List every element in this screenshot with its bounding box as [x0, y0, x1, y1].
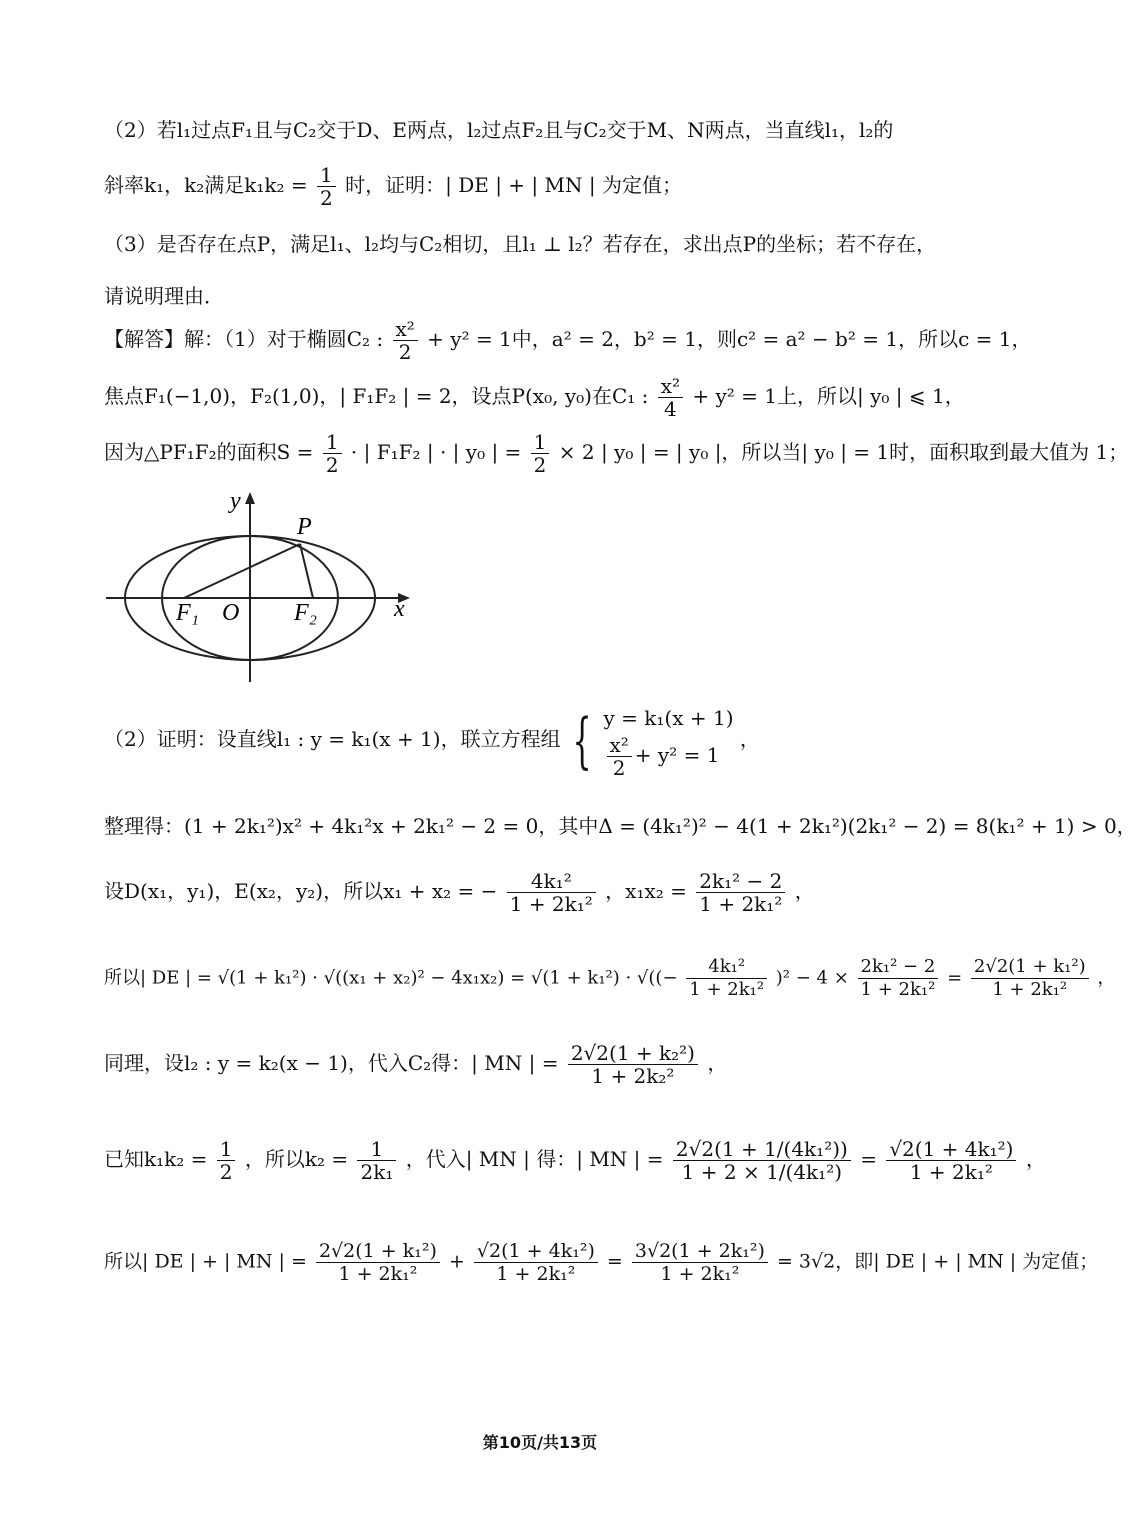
page-footer: 第10页/共13页: [482, 1433, 598, 1452]
fraction: [886, 1138, 1016, 1183]
denominator: 1 + 2k₁²: [699, 892, 783, 916]
denominator: 4: [664, 397, 677, 421]
text: （2）证明：设直线l₁ : y = k₁(x + 1)，联立方程组: [104, 727, 561, 751]
answer-line-1: [104, 318, 1031, 363]
fraction: [357, 1138, 396, 1183]
numerator: 1: [357, 1138, 396, 1161]
fraction: [686, 956, 767, 1001]
fraction: [658, 375, 683, 420]
denominator: 2: [533, 453, 547, 477]
equation-system: [604, 702, 734, 779]
fraction: [217, 1138, 236, 1183]
text: = 3√2，即| DE | + | MN | 为定值；: [776, 1250, 1099, 1273]
answer-line-2: [104, 375, 965, 420]
comma: ，: [739, 727, 760, 751]
plus: +: [448, 1250, 465, 1273]
fraction: [971, 956, 1089, 1001]
denominator: 1 + 2 × 1/(4k₁²): [681, 1160, 843, 1184]
question-3-line-1: （3）是否存在点P，满足l₁、l₂均与C₂相切，且l₁ ⊥ l₂？若存在，求出点P的坐标；若不存在，: [104, 232, 937, 256]
proof-line-7: [104, 1240, 1098, 1285]
denominator: 2: [320, 186, 333, 210]
numerator: x²: [658, 375, 683, 398]
fraction: [632, 1240, 768, 1285]
numerator: 2k₁² − 2: [696, 870, 785, 893]
fraction-half: [317, 164, 336, 209]
comma: ，: [794, 879, 815, 903]
denominator: 2: [219, 1160, 233, 1184]
brace: {: [572, 705, 592, 776]
text: ，所以k₂ =: [244, 1147, 349, 1171]
label-f1: F₁: [176, 600, 200, 626]
denominator: 2: [325, 453, 339, 477]
fraction: [858, 956, 939, 1001]
numerator: 2√2(1 + k₁²): [971, 956, 1089, 979]
text: ，代入| MN | 得：| MN | =: [405, 1147, 664, 1171]
answer-line-3: [104, 431, 1128, 476]
denominator: 1 + 2k₁²: [496, 1263, 576, 1285]
proof-line-6: [104, 1138, 1046, 1183]
equation-2: [604, 734, 734, 779]
text: 设D(x₁，y₁)，E(x₂，y₂)，所以x₁ + x₂ = −: [104, 879, 498, 903]
denominator: 1 + 2k₁²: [689, 979, 765, 1000]
denominator: 1 + 2k₂²: [591, 1064, 675, 1088]
fraction: [316, 1240, 440, 1285]
fraction: [673, 1138, 851, 1183]
segment-pf1: [184, 544, 300, 598]
text: 所以| DE | + | MN | =: [104, 1250, 307, 1273]
numerator: 1: [531, 431, 550, 454]
question-2-line-2: [104, 164, 682, 209]
denominator: 1 + 2k₁²: [509, 892, 593, 916]
text: · | F₁F₂ | · | y₀ | =: [350, 440, 522, 464]
ellipse-figure: [104, 488, 414, 684]
numerator: 1: [317, 164, 336, 187]
proof-line-1: [104, 702, 760, 779]
proof-line-2: 整理得：(1 + 2k₁²)x² + 4k₁²x + 2k₁² − 2 = 0，其中Δ = (4k₁²)² − 4(1 + 2k₁²)(2k₁² − 2) = 8(k₁² + 1) > 0，: [104, 814, 1137, 838]
fraction: [507, 870, 596, 915]
fraction: [696, 870, 785, 915]
text: ，x₁x₂ =: [605, 879, 687, 903]
text: 所以| DE | = √(1 + k₁²) · √((x₁ + x₂)² − 4x₁x₂) = √(1 + k₁²) · √((−: [104, 967, 678, 989]
fraction: [607, 734, 632, 779]
denominator: 1 + 2k₁²: [992, 979, 1068, 1000]
numerator: √2(1 + 4k₁²): [886, 1138, 1016, 1161]
label-y: y: [230, 488, 241, 514]
fraction: [323, 431, 342, 476]
y-axis-arrow: [245, 492, 255, 504]
proof-line-4: [104, 956, 1115, 1001]
fraction: [393, 318, 418, 363]
denominator: 2k₁: [360, 1160, 394, 1184]
denominator: 1 + 2k₁²: [909, 1160, 993, 1184]
text: 斜率k₁，k₂满足k₁k₂ =: [104, 173, 308, 197]
numerator: 2√2(1 + k₂²): [568, 1042, 698, 1065]
text: + y² = 1上，所以| y₀ | ⩽ 1，: [692, 384, 965, 408]
denominator: 1 + 2k₁²: [338, 1263, 418, 1285]
question-2-line-1: （2）若l₁过点F₁且与C₂交于D、E两点，l₂过点F₂且与C₂交于M、N两点，当直线l₁，l₂的: [104, 118, 894, 142]
denominator: 1 + 2k₁²: [860, 979, 936, 1000]
text: + y² = 1: [634, 743, 720, 767]
numerator: 2√2(1 + k₁²): [316, 1240, 440, 1263]
label-x: x: [394, 596, 405, 622]
numerator: 4k₁²: [686, 956, 767, 979]
comma: ，: [1097, 967, 1116, 989]
text: 时，证明：| DE | + | MN | 为定值；: [345, 173, 682, 197]
numerator: x²: [393, 318, 418, 341]
text: 焦点F₁(−1,0)，F₂(1,0)，| F₁F₂ | = 2，设点P(x₀, y₀)在C₁ :: [104, 384, 649, 408]
fraction: [531, 431, 550, 476]
equation-1: y = k₁(x + 1): [603, 706, 734, 730]
text: =: [947, 967, 963, 989]
comma: ，: [707, 1051, 728, 1075]
denominator: 2: [398, 340, 412, 364]
proof-line-5: [104, 1042, 727, 1087]
text: )² − 4 ×: [775, 967, 849, 989]
label-p: P: [297, 514, 312, 540]
text: 已知k₁k₂ =: [104, 1147, 208, 1171]
numerator: 2k₁² − 2: [858, 956, 939, 979]
fraction: [568, 1042, 698, 1087]
text: × 2 | y₀ | = | y₀ |，所以当| y₀ | = 1时，面积取到最大值为 1；: [558, 440, 1129, 464]
question-3-line-2: 请说明理由．: [104, 284, 224, 308]
equals: =: [860, 1147, 877, 1171]
fraction: [474, 1240, 598, 1285]
text: 因为△PF₁F₂的面积S =: [104, 440, 314, 464]
numerator: 3√2(1 + 2k₁²): [632, 1240, 768, 1263]
numerator: 1: [323, 431, 342, 454]
numerator: √2(1 + 4k₁²): [474, 1240, 598, 1263]
comma: ，: [1025, 1147, 1046, 1171]
proof-line-3: [104, 870, 815, 915]
numerator: 2√2(1 + 1/(4k₁²)): [673, 1138, 851, 1161]
equals: =: [606, 1250, 623, 1273]
numerator: 1: [217, 1138, 236, 1161]
numerator: 4k₁²: [507, 870, 596, 893]
numerator: x²: [607, 734, 632, 757]
text: 同理，设l₂ : y = k₂(x − 1)，代入C₂得：| MN | =: [104, 1051, 559, 1075]
label-f2: F₂: [294, 600, 318, 626]
segment-pf2: [300, 544, 313, 598]
text: 【解答】解：（1）对于椭圆C₂ :: [104, 327, 384, 351]
text: + y² = 1中，a² = 2，b² = 1，则c² = a² − b² = 1，所以c = 1，: [427, 327, 1032, 351]
denominator: 1 + 2k₁²: [660, 1263, 740, 1285]
denominator: 2: [612, 756, 626, 780]
label-o: O: [222, 600, 240, 626]
